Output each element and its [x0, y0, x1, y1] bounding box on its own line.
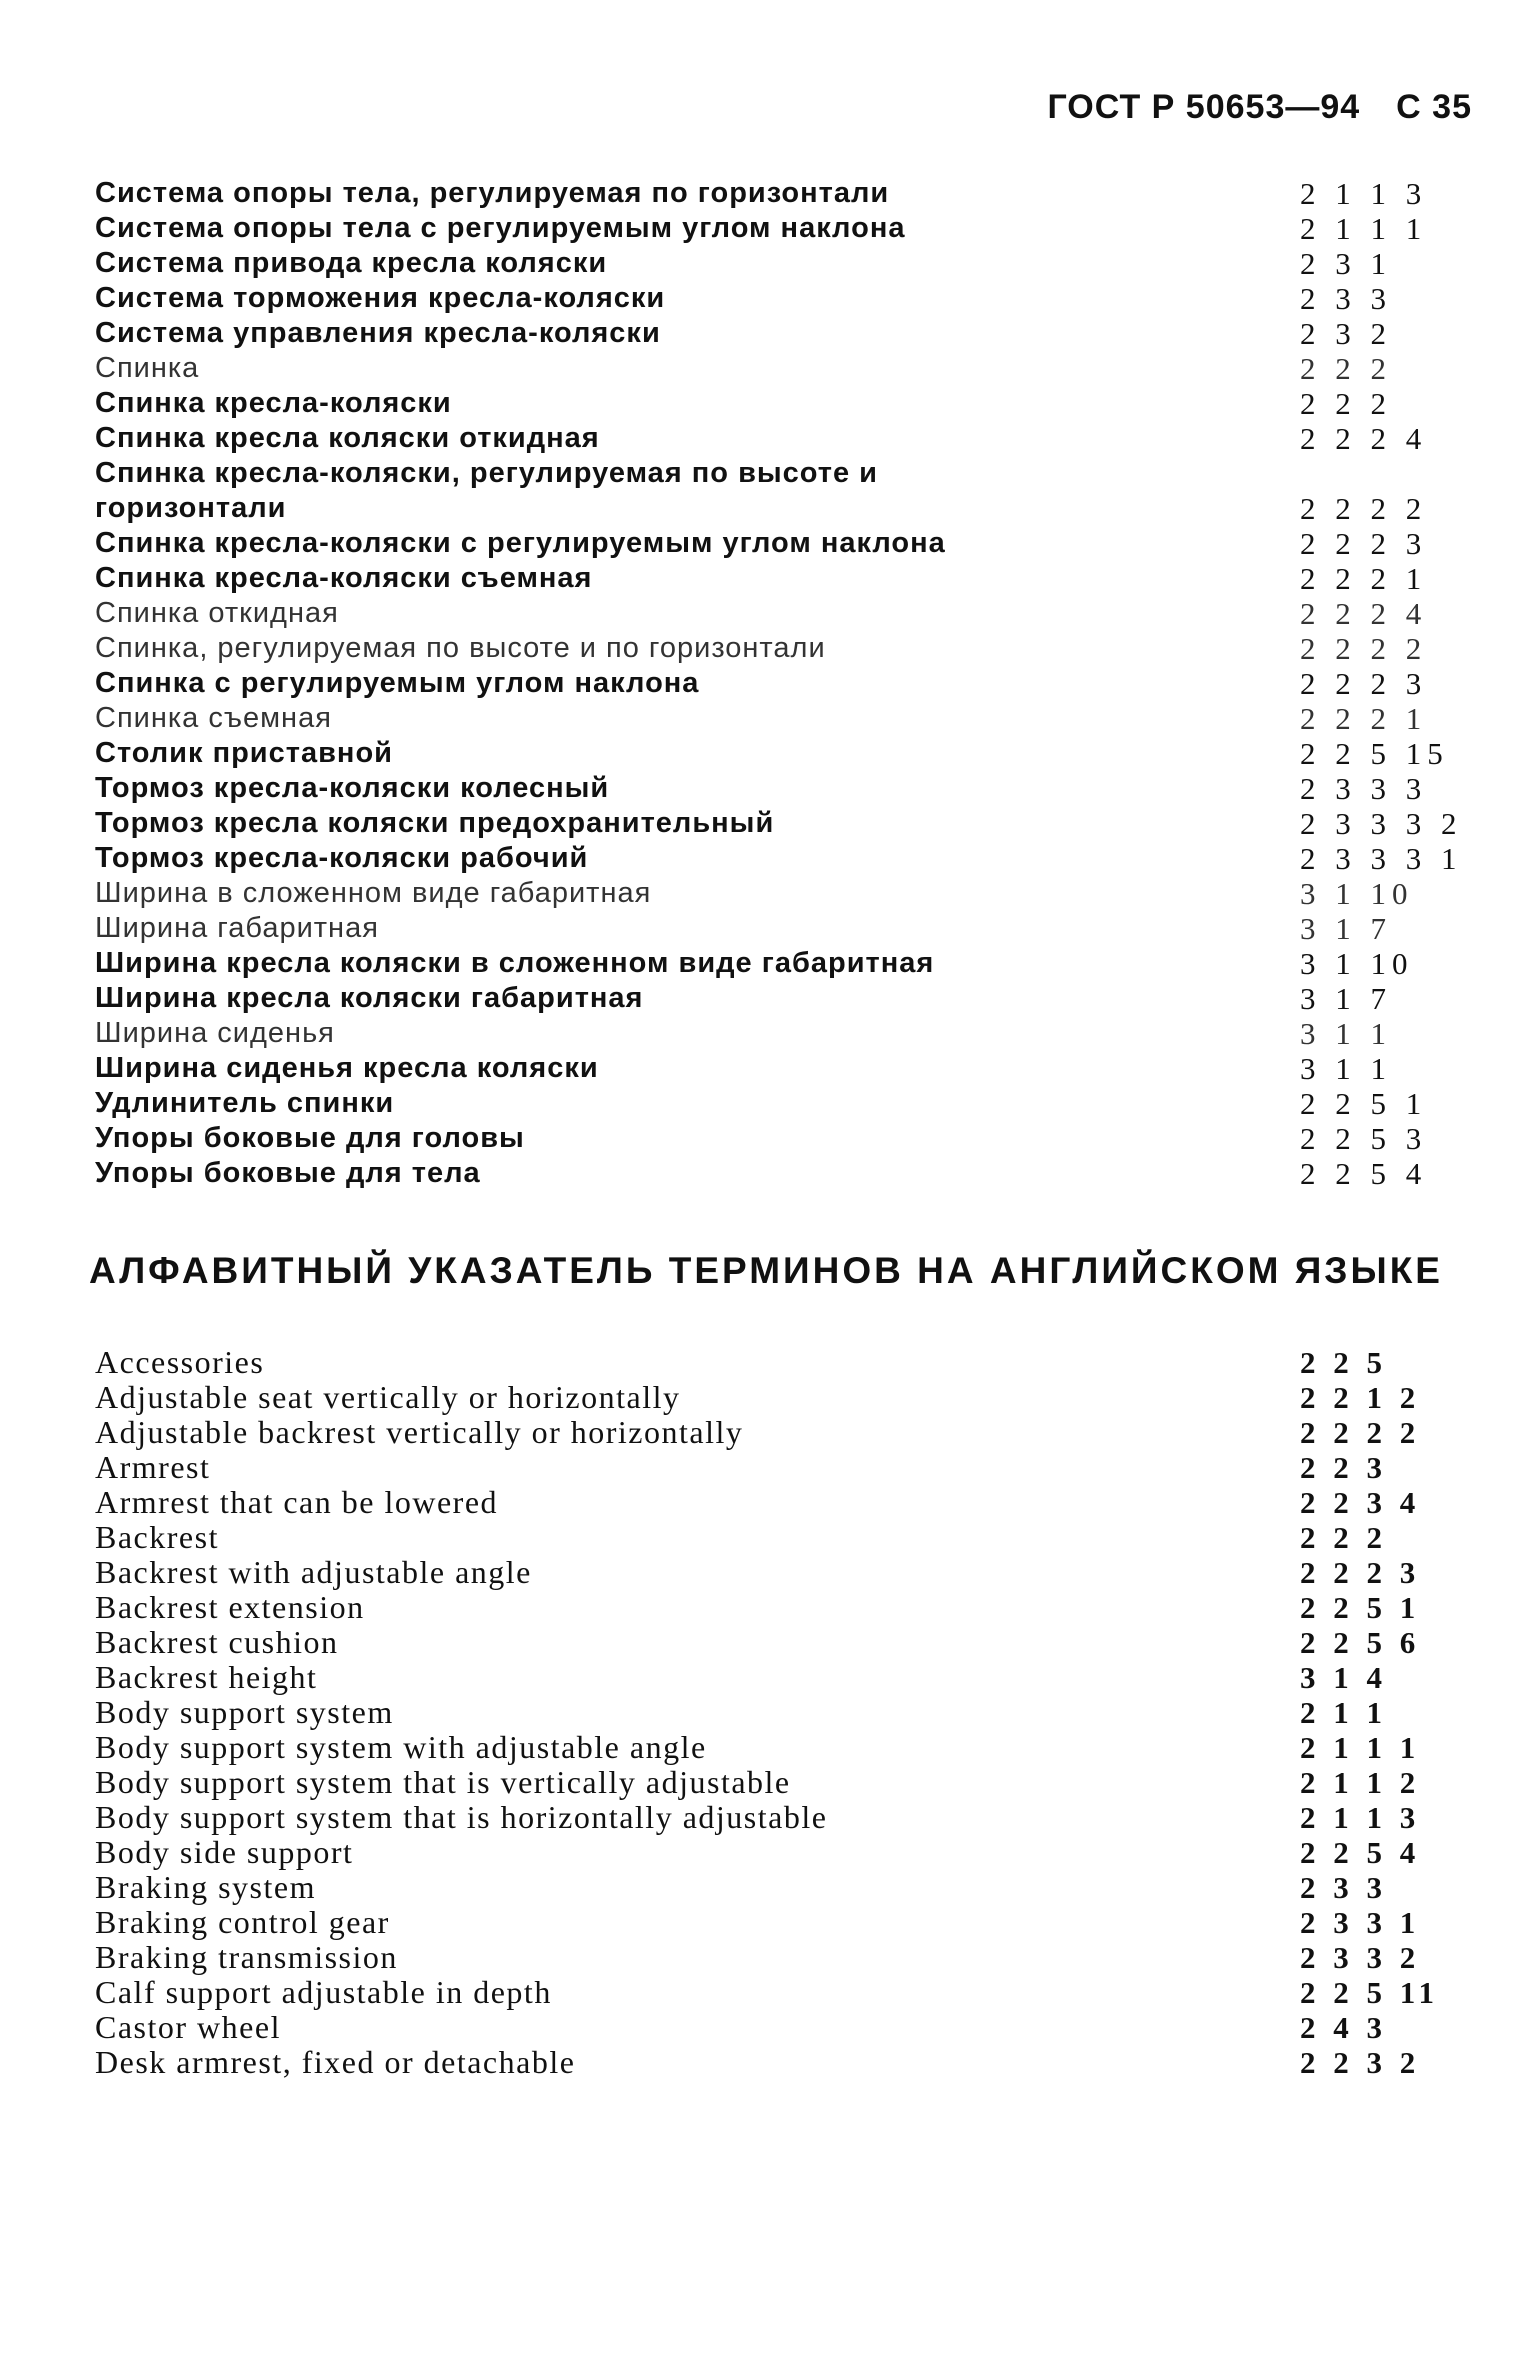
term-reference-number: 2 2 2 1 — [1300, 561, 1428, 596]
term-text: Body support system — [95, 1694, 394, 1730]
term-reference-number: 2 3 3 — [1300, 1870, 1387, 1905]
term-text: Спинка кресла-коляски — [95, 387, 452, 419]
russian-term-row — [95, 211, 1435, 246]
english-term-row — [95, 1520, 1435, 1555]
term-text: Backrest with adjustable angle — [95, 1554, 532, 1590]
english-term-row — [95, 2045, 1435, 2080]
term-text: Спинка кресла коляски откидная — [95, 422, 600, 454]
term-reference-number: 2 1 1 1 — [1300, 211, 1428, 246]
russian-term-row — [95, 281, 1435, 316]
english-term-row — [95, 1905, 1435, 1940]
term-reference-number: 2 2 1 2 — [1300, 1380, 1421, 1415]
russian-term-row — [95, 386, 1435, 421]
term-text: Calf support adjustable in depth — [95, 1974, 552, 2010]
term-text: Backrest height — [95, 1659, 318, 1695]
term-text: Ширина габаритная — [95, 912, 379, 944]
russian-term-row — [95, 1086, 1435, 1121]
term-text: Braking control gear — [95, 1904, 390, 1940]
russian-term-row — [95, 1016, 1435, 1051]
term-reference-number: 2 2 5 1 — [1300, 1086, 1428, 1121]
term-text: Спинка откидная — [95, 597, 339, 629]
term-reference-number: 2 2 5 6 — [1300, 1625, 1421, 1660]
term-text: Ширина в сложенном виде габаритная — [95, 877, 652, 909]
term-text: Ширина сиденья кресла коляски — [95, 1052, 599, 1084]
term-text: Adjustable seat vertically or horizontally — [95, 1379, 681, 1415]
english-term-index — [95, 1344, 1440, 2080]
russian-term-row — [95, 771, 1435, 806]
english-term-row — [95, 1660, 1435, 1695]
english-term-row — [95, 1835, 1435, 1870]
term-text: Ширина сиденья — [95, 1017, 335, 1049]
term-reference-number: 2 3 3 — [1300, 281, 1392, 316]
term-reference-number: 3 1 4 — [1300, 1660, 1387, 1695]
english-term-row — [95, 1765, 1435, 1800]
standard-designation: ГОСТ Р 50653—94 — [1047, 88, 1361, 126]
russian-term-row — [95, 456, 1435, 526]
term-reference-number: 2 2 5 3 — [1300, 1121, 1428, 1156]
term-text: Система опоры тела, регулируемая по горизонтали — [95, 177, 890, 209]
page-number: С 35 — [1396, 88, 1472, 126]
english-term-row — [95, 1345, 1435, 1380]
term-reference-number: 2 2 2 2 — [1300, 631, 1428, 666]
russian-term-row — [95, 876, 1435, 911]
term-text: Backrest — [95, 1519, 219, 1555]
term-text: Ширина кресла коляски габаритная — [95, 982, 644, 1014]
term-text: Спинка кресла-коляски с регулируемым углом наклона — [95, 527, 946, 559]
english-term-row — [95, 1870, 1435, 1905]
russian-term-row — [95, 526, 1435, 561]
russian-term-row — [95, 666, 1435, 701]
russian-term-row — [95, 596, 1435, 631]
term-reference-number: 3 1 7 — [1300, 911, 1392, 946]
term-text: Система привода кресла коляски — [95, 247, 608, 279]
english-term-row — [95, 1625, 1435, 1660]
english-term-row — [95, 1974, 1440, 2010]
term-reference-number: 2 3 3 1 — [1300, 1905, 1421, 1940]
english-term-row — [95, 1415, 1435, 1450]
term-text: Body support system with adjustable angle — [95, 1729, 707, 1765]
russian-term-row — [95, 1051, 1435, 1086]
page-header — [1047, 88, 1472, 127]
term-reference-number: 2 3 3 2 — [1300, 1940, 1421, 1975]
term-reference-number: 2 2 2 — [1300, 351, 1392, 386]
term-text: Armrest — [95, 1449, 211, 1485]
term-text: Спинка съемная — [95, 702, 332, 734]
term-reference-number: 2 1 1 2 — [1300, 1765, 1421, 1800]
russian-term-row — [95, 1156, 1435, 1191]
term-text: Спинка кресла-коляски, регулируемая по высоте и горизонтали — [95, 457, 879, 524]
term-reference-number: 2 2 2 1 — [1300, 701, 1428, 736]
term-reference-number: 2 1 1 3 — [1300, 176, 1428, 211]
term-reference-number: 3 1 10 — [1300, 876, 1414, 911]
term-text: Castor wheel — [95, 2009, 281, 2045]
term-text: Система опоры тела с регулируемым углом наклона — [95, 212, 906, 244]
term-text: Body side support — [95, 1834, 354, 1870]
russian-term-row — [95, 561, 1435, 596]
term-text: Спинка кресла-коляски съемная — [95, 562, 593, 594]
term-text: Система торможения кресла-коляски — [95, 282, 666, 314]
russian-term-row — [95, 911, 1435, 946]
term-reference-number: 2 2 3 2 — [1300, 2045, 1421, 2080]
term-text: Backrest cushion — [95, 1624, 339, 1660]
english-term-row — [95, 2010, 1435, 2045]
term-text: Спинка — [95, 352, 200, 384]
term-reference-number: 2 1 1 1 — [1300, 1730, 1421, 1765]
russian-term-row — [95, 946, 1435, 981]
term-reference-number: 2 2 2 3 — [1300, 1555, 1421, 1590]
term-reference-number: 3 1 10 — [1300, 946, 1414, 981]
term-reference-number: 2 3 3 3 1 — [1300, 841, 1463, 876]
term-reference-number: 2 2 5 1 — [1300, 1590, 1421, 1625]
term-reference-number: 2 4 3 — [1300, 2010, 1387, 2045]
term-reference-number: 2 2 5 11 — [1300, 1975, 1440, 2010]
term-reference-number: 2 2 2 — [1300, 386, 1392, 421]
english-term-row — [95, 1940, 1435, 1975]
term-text: Столик приставной — [95, 737, 393, 769]
term-text: Backrest extension — [95, 1589, 365, 1625]
russian-term-index — [95, 176, 1463, 1191]
term-text: Система управления кресла-коляски — [95, 317, 661, 349]
term-reference-number: 2 3 3 3 — [1300, 771, 1428, 806]
term-text: Body support system that is horizontally adjustable — [95, 1799, 828, 1835]
term-reference-number: 2 2 5 4 — [1300, 1835, 1421, 1870]
term-reference-number: 2 1 1 — [1300, 1695, 1387, 1730]
term-text: Удлинитель спинки — [95, 1087, 395, 1119]
term-text: Ширина кресла коляски в сложенном виде габаритная — [95, 947, 935, 979]
term-reference-number: 2 2 2 — [1300, 1520, 1387, 1555]
term-text: Упоры боковые для головы — [95, 1122, 525, 1154]
term-text: Спинка, регулируемая по высоте и по горизонтали — [95, 632, 826, 664]
term-reference-number: 2 2 2 3 — [1300, 526, 1428, 561]
term-reference-number: 2 3 3 3 2 — [1300, 806, 1463, 841]
russian-term-row — [95, 176, 1435, 211]
term-text: Desk armrest, fixed or detachable — [95, 2044, 576, 2080]
english-term-row — [95, 1485, 1435, 1520]
russian-term-row — [95, 421, 1435, 456]
term-text: Упоры боковые для тела — [95, 1157, 481, 1189]
russian-term-row — [95, 701, 1435, 736]
term-reference-number: 2 2 2 2 — [1300, 491, 1428, 526]
term-reference-number: 3 1 1 — [1300, 1051, 1392, 1086]
english-term-row — [95, 1450, 1435, 1485]
russian-term-row — [95, 1121, 1435, 1156]
term-text: Braking transmission — [95, 1939, 398, 1975]
english-term-row — [95, 1380, 1435, 1415]
english-term-row — [95, 1800, 1435, 1835]
term-text: Спинка с регулируемым углом наклона — [95, 667, 700, 699]
term-text: Тормоз кресла коляски предохранительный — [95, 807, 775, 839]
russian-term-row — [95, 981, 1435, 1016]
english-term-row — [95, 1730, 1435, 1765]
term-reference-number: 2 2 5 15 — [1300, 736, 1449, 771]
term-reference-number: 2 2 3 4 — [1300, 1485, 1421, 1520]
term-reference-number: 2 3 2 — [1300, 316, 1392, 351]
term-text: Тормоз кресла-коляски рабочий — [95, 842, 589, 874]
russian-term-row — [95, 631, 1435, 666]
english-term-row — [95, 1555, 1435, 1590]
term-text: Braking system — [95, 1869, 316, 1905]
term-text: Adjustable backrest vertically or horizontally — [95, 1414, 744, 1450]
term-reference-number: 2 2 2 4 — [1300, 421, 1428, 456]
term-reference-number: 2 2 5 — [1300, 1345, 1387, 1380]
term-reference-number: 2 2 2 2 — [1300, 1415, 1421, 1450]
term-text: Accessories — [95, 1344, 265, 1380]
russian-term-row — [95, 736, 1449, 771]
term-text: Тормоз кресла-коляски колесный — [95, 772, 610, 804]
section-title: АЛФАВИТНЫЙ УКАЗАТЕЛЬ ТЕРМИНОВ НА АНГЛИЙСКОМ ЯЗЫКЕ — [89, 1250, 1443, 1291]
term-reference-number: 3 1 1 — [1300, 1016, 1392, 1051]
term-text: Armrest that can be lowered — [95, 1484, 499, 1520]
english-term-row — [95, 1695, 1435, 1730]
term-reference-number: 2 2 3 — [1300, 1450, 1387, 1485]
term-reference-number: 2 3 1 — [1300, 246, 1392, 281]
english-term-row — [95, 1590, 1435, 1625]
russian-term-row — [95, 841, 1463, 876]
russian-term-row — [95, 246, 1435, 281]
term-reference-number: 2 1 1 3 — [1300, 1800, 1421, 1835]
russian-term-row — [95, 806, 1463, 841]
russian-term-row — [95, 351, 1435, 386]
term-reference-number: 2 2 2 3 — [1300, 666, 1428, 701]
term-reference-number: 2 2 2 4 — [1300, 596, 1428, 631]
term-text: Body support system that is vertically adjustable — [95, 1764, 791, 1800]
term-reference-number: 3 1 7 — [1300, 981, 1392, 1016]
term-reference-number: 2 2 5 4 — [1300, 1156, 1428, 1191]
russian-term-row — [95, 316, 1435, 351]
